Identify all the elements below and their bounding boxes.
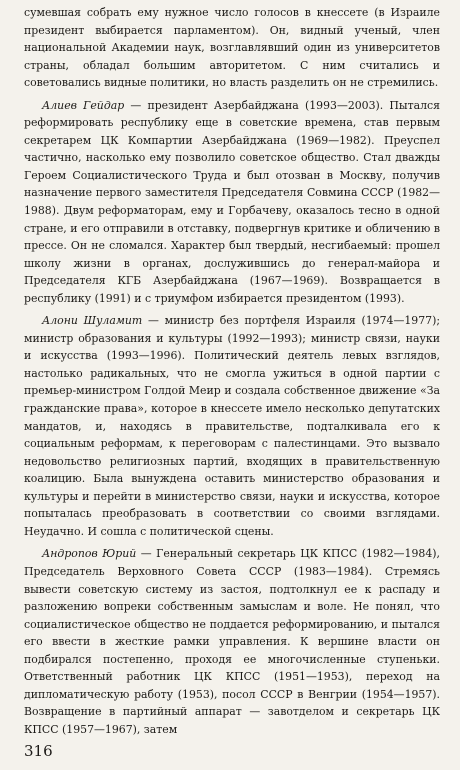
entry-text: — министр без портфеля Израиля (1974—1977); министр образования и культуры (1992—1993); министр связи, науки и искусства (1993—1996). Политический деятель левых взглядов, настолько радикальных, что не смогла ужиться в одной партии с премьер-министром Голдой Меир и создала собственное движение «За гражданские права», которое в кнессете имело несколько депутатских мандатов, и, находясь в правительстве, подталкивала его к социальным реформам, к переговорам с палестинцами. Это вызвало недовольство религиозных партий, входящих в правительственную коалицию. Была вынуждена оставить министерство образования и культуры и перейти в министерство связи, науки и искусства, которое попыталась преобразовать в соответствии со своими взглядами. Неудачно. И сошла с политической сцены.	[24, 314, 440, 538]
entry-continuation	[24, 4, 440, 92]
body-text	[24, 4, 440, 738]
entry-andropov	[24, 545, 440, 738]
entry-aliev	[24, 97, 440, 308]
entry-name: Алони Шуламит	[42, 314, 143, 328]
entry-name: Алиев Гейдар	[42, 98, 125, 112]
entry-text: сумевшая собрать ему нужное число голосов в кнессете (в Израиле президент выбирается парламентом). Он, видный ученый, член национальной Академии наук, возглавлявший один из университетов страны, обладал большим авторитетом. С ним считались и советовались видные политики, но власть разделить он не стремились.	[24, 6, 440, 90]
entry-name: Андропов Юрий	[42, 547, 137, 561]
entry-text: — Генеральный секретарь ЦК КПСС (1982—1984), Председатель Верховного Совета СССР (1983—1984). Стремясь вывести советскую систему из застоя, подтолкнул ее к распаду и разложению вопреки собственным замыслам и воле. Не понял, что социалистическое общество не поддается реформированию, и пытался его ввести в жесткие рамки управления. К вершине власти он подбирался постепенно, проходя ее многочисленные ступеньки. Ответственный работник ЦК КПСС (1951—1953), переход на дипломатическую работу (1953), посол СССР в Венгрии (1954—1957). Возвращение в партийный аппарат — завотделом и секретарь ЦК КПСС (1957—1967), затем	[24, 547, 440, 736]
page-number: 316	[24, 742, 53, 760]
entry-aloni	[24, 312, 440, 540]
entry-text: — президент Азербайджана (1993—2003). Пытался реформировать республику еще в советские времена, став первым секретарем ЦК Компартии Азербайджана (1969—1982). Преуспел частично, насколько ему позволило советское общество. Стал дважды Героем Социалистического Труда и был отозван в Москву, получив назначение первого заместителя Председателя Совмина СССР (1982—1988). Двум реформаторам, ему и Горбачеву, оказалось тесно в одной стране, и его отправили в отставку, подвергнув критике и обличению в прессе. Он не сломался. Характер был твердый, несгибаемый: прошел школу жизни в органах, дослужившись до генерал-майора и Председателя КГБ Азербайджана (1967—1969). Возвращается в республику (1991) и с триумфом избирается президентом (1993).	[24, 98, 440, 305]
